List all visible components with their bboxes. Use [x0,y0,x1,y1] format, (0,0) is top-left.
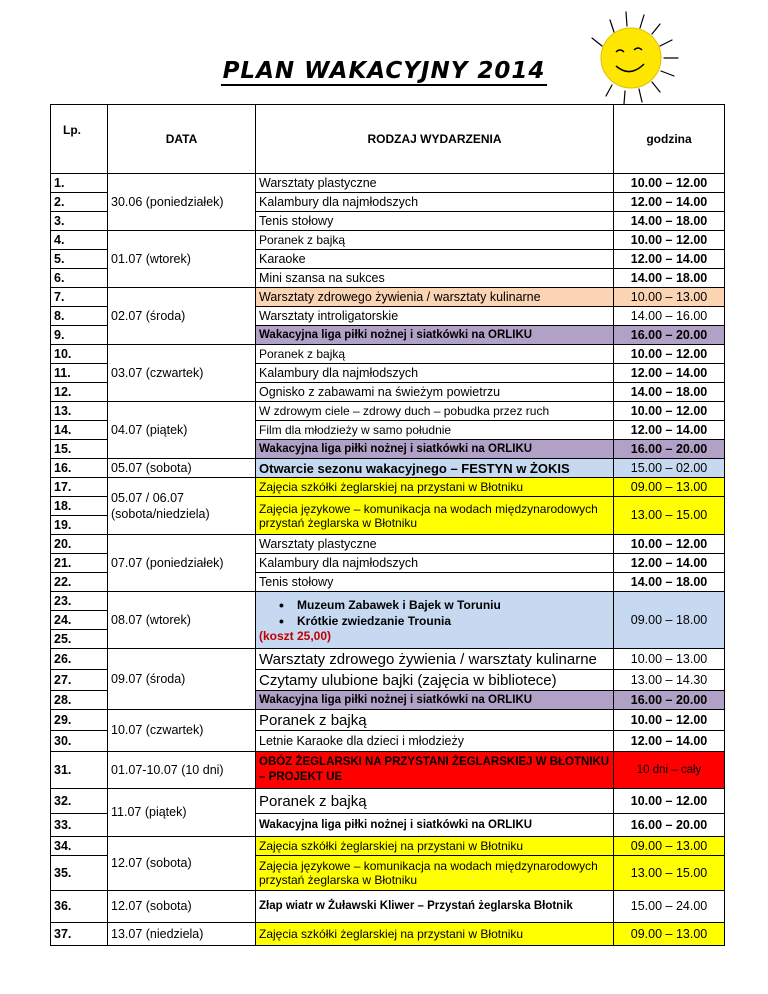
trip-item: • Krótkie zwiedzanie Trounia [279,613,610,629]
time-cell: 13.00 – 15.00 [614,856,725,891]
event-cell: Poranek z bajką [256,231,614,250]
date-cell: 11.07 (piątek) [108,789,256,837]
event-cell: Poranek z bajką [256,710,614,731]
time-cell: 13.00 – 15.00 [614,497,725,535]
row-number: 6. [51,269,108,288]
row-number: 37. [51,923,108,946]
trip-item: • Muzeum Zabawek i Bajek w Toruniu [279,597,610,613]
row-number: 22. [51,573,108,592]
row-number: 23. [51,592,108,611]
time-cell: 10.00 – 12.00 [614,789,725,814]
time-cell: 12.00 – 14.00 [614,193,725,212]
event-cell: Tenis stołowy [256,573,614,592]
table-row [51,288,725,307]
table-row [51,459,725,478]
time-cell: 14.00 – 18.00 [614,212,725,231]
time-cell: 12.00 – 14.00 [614,250,725,269]
date-cell: 05.07 / 06.07 (sobota/niedziela) [108,478,256,535]
time-cell: 09.00 – 18.00 [614,592,725,649]
date-cell: 08.07 (wtorek) [108,592,256,649]
date-cell: 03.07 (czwartek) [108,345,256,402]
row-number: 36. [51,891,108,923]
row-number: 11. [51,364,108,383]
time-cell: 14.00 – 18.00 [614,383,725,402]
row-number: 17. [51,478,108,497]
time-cell: 10.00 – 12.00 [614,174,725,193]
date-cell: 12.07 (sobota) [108,891,256,923]
event-cell: Letnie Karaoke dla dzieci i młodzieży [256,731,614,752]
time-cell: 16.00 – 20.00 [614,440,725,459]
table-row [51,649,725,670]
row-number: 10. [51,345,108,364]
event-cell: Mini szansa na sukces [256,269,614,288]
time-cell: 09.00 – 13.00 [614,478,725,497]
time-cell: 16.00 – 20.00 [614,691,725,710]
time-cell: 10.00 – 13.00 [614,288,725,307]
row-number: 21. [51,554,108,573]
event-plan-table [50,104,725,946]
time-cell: 14.00 – 16.00 [614,307,725,326]
time-cell: 10 dni – cały [614,752,725,789]
table-row [51,891,725,923]
event-cell: Tenis stołowy [256,212,614,231]
row-number: 7. [51,288,108,307]
date-cell: 12.07 (sobota) [108,837,256,891]
row-number: 27. [51,670,108,691]
row-number: 1. [51,174,108,193]
event-cell: Poranek z bajką [256,789,614,814]
event-cell: Warsztaty plastyczne [256,535,614,554]
event-cell: Zajęcia językowe – komunikacja na wodach międzynarodowych przystań żeglarska w Błotniku [256,856,614,891]
row-number: 30. [51,731,108,752]
row-number: 8. [51,307,108,326]
row-number: 33. [51,814,108,837]
date-cell: 04.07 (piątek) [108,402,256,459]
table-row [51,345,725,364]
time-cell: 10.00 – 12.00 [614,231,725,250]
event-cell: Kalambury dla najmłodszych [256,554,614,573]
event-cell: Poranek z bajką [256,345,614,364]
row-number: 25. [51,630,108,649]
table-row [51,174,725,193]
time-cell: 12.00 – 14.00 [614,364,725,383]
event-cell: Zajęcia szkółki żeglarskiej na przystani w Błotniku [256,478,614,497]
time-cell: 15.00 – 24.00 [614,891,725,923]
trip-list [259,597,610,629]
date-cell: 01.07-10.07 (10 dni) [108,752,256,789]
time-cell: 12.00 – 14.00 [614,731,725,752]
table-row [51,535,725,554]
event-cell: Karaoke [256,250,614,269]
row-number: 12. [51,383,108,402]
time-cell: 10.00 – 12.00 [614,535,725,554]
row-number: 19. [51,516,108,535]
trip-event-cell [256,592,614,649]
time-cell: 14.00 – 18.00 [614,269,725,288]
time-cell: 10.00 – 12.00 [614,402,725,421]
time-cell: 10.00 – 13.00 [614,649,725,670]
time-cell: 09.00 – 13.00 [614,837,725,856]
row-number: 4. [51,231,108,250]
date-cell: 07.07 (poniedziałek) [108,535,256,592]
time-cell: 16.00 – 20.00 [614,814,725,837]
date-cell: 13.07 (niedziela) [108,923,256,946]
event-cell: W zdrowym ciele – zdrowy duch – pobudka przez ruch [256,402,614,421]
table-row [51,752,725,789]
row-number: 14. [51,421,108,440]
event-cell: Kalambury dla najmłodszych [256,193,614,212]
table-row [51,789,725,814]
date-cell: 02.07 (środa) [108,288,256,345]
row-number: 16. [51,459,108,478]
event-cell: Otwarcie sezonu wakacyjnego – FESTYN w ŻOKIS [256,459,614,478]
time-cell: 14.00 – 18.00 [614,573,725,592]
event-cell: Warsztaty plastyczne [256,174,614,193]
row-number: 35. [51,856,108,891]
time-cell: 12.00 – 14.00 [614,421,725,440]
row-number: 5. [51,250,108,269]
row-number: 31. [51,752,108,789]
event-cell: Wakacyjna liga piłki nożnej i siatkówki na ORLIKU [256,691,614,710]
row-number: 28. [51,691,108,710]
column-header-event: RODZAJ WYDARZENIA [256,105,614,174]
date-cell: 05.07 (sobota) [108,459,256,478]
event-cell: Kalambury dla najmłodszych [256,364,614,383]
event-cell: Wakacyjna liga piłki nożnej i siatkówki na ORLIKU [256,326,614,345]
date-cell: 30.06 (poniedziałek) [108,174,256,231]
row-number: 2. [51,193,108,212]
date-cell: 01.07 (wtorek) [108,231,256,288]
column-header-date: DATA [108,105,256,174]
row-number: 26. [51,649,108,670]
table-row [51,710,725,731]
event-cell: OBÓZ ŻEGLARSKI NA PRZYSTANI ŻEGLARSKIEJ W BŁOTNIKU – PROJEKT UE [256,752,614,789]
table-row [51,402,725,421]
date-cell: 10.07 (czwartek) [108,710,256,752]
table-row [51,231,725,250]
time-cell: 10.00 – 12.00 [614,345,725,364]
row-number: 15. [51,440,108,459]
event-cell: Wakacyjna liga piłki nożnej i siatkówki na ORLIKU [256,814,614,837]
time-cell: 09.00 – 13.00 [614,923,725,946]
table-row [51,478,725,497]
row-number: 13. [51,402,108,421]
row-number: 9. [51,326,108,345]
sun-icon [556,10,696,110]
time-cell: 13.00 – 14.30 [614,670,725,691]
row-number: 18. [51,497,108,516]
event-cell: Zajęcia szkółki żeglarskiej na przystani w Błotniku [256,837,614,856]
table-row [51,592,725,611]
event-cell: Zajęcia językowe – komunikacja na wodach międzynarodowych przystań żeglarska w Błotniku [256,497,614,535]
row-number: 32. [51,789,108,814]
event-cell: Warsztaty zdrowego żywienia / warsztaty kulinarne [256,288,614,307]
row-number: 24. [51,611,108,630]
column-header-time: godzina [614,105,725,174]
row-number: 3. [51,212,108,231]
row-number: 34. [51,837,108,856]
table-row [51,837,725,856]
row-number: 20. [51,535,108,554]
trip-cost: (koszt 25,00) [259,628,332,643]
time-cell: 16.00 – 20.00 [614,326,725,345]
time-cell: 12.00 – 14.00 [614,554,725,573]
event-cell: Ognisko z zabawami na świeżym powietrzu [256,383,614,402]
event-cell: Warsztaty zdrowego żywienia / warsztaty kulinarne [256,649,614,670]
table-row [51,923,725,946]
row-number: 29. [51,710,108,731]
event-cell: Zajęcia szkółki żeglarskiej na przystani w Błotniku [256,923,614,946]
event-cell: Warsztaty introligatorskie [256,307,614,326]
event-cell: Złap wiatr w Żuławski Kliwer – Przystań żeglarska Błotnik [256,891,614,923]
column-header-lp: Lp. [51,105,108,174]
time-cell: 10.00 – 12.00 [614,710,725,731]
event-cell: Czytamy ulubione bajki (zajęcia w bibliotece) [256,670,614,691]
event-cell: Film dla młodzieży w samo południe [256,421,614,440]
time-cell: 15.00 – 02.00 [614,459,725,478]
event-cell: Wakacyjna liga piłki nożnej i siatkówki na ORLIKU [256,440,614,459]
page-title: PLAN WAKACYJNY 2014 [222,58,546,84]
date-cell: 09.07 (środa) [108,649,256,710]
